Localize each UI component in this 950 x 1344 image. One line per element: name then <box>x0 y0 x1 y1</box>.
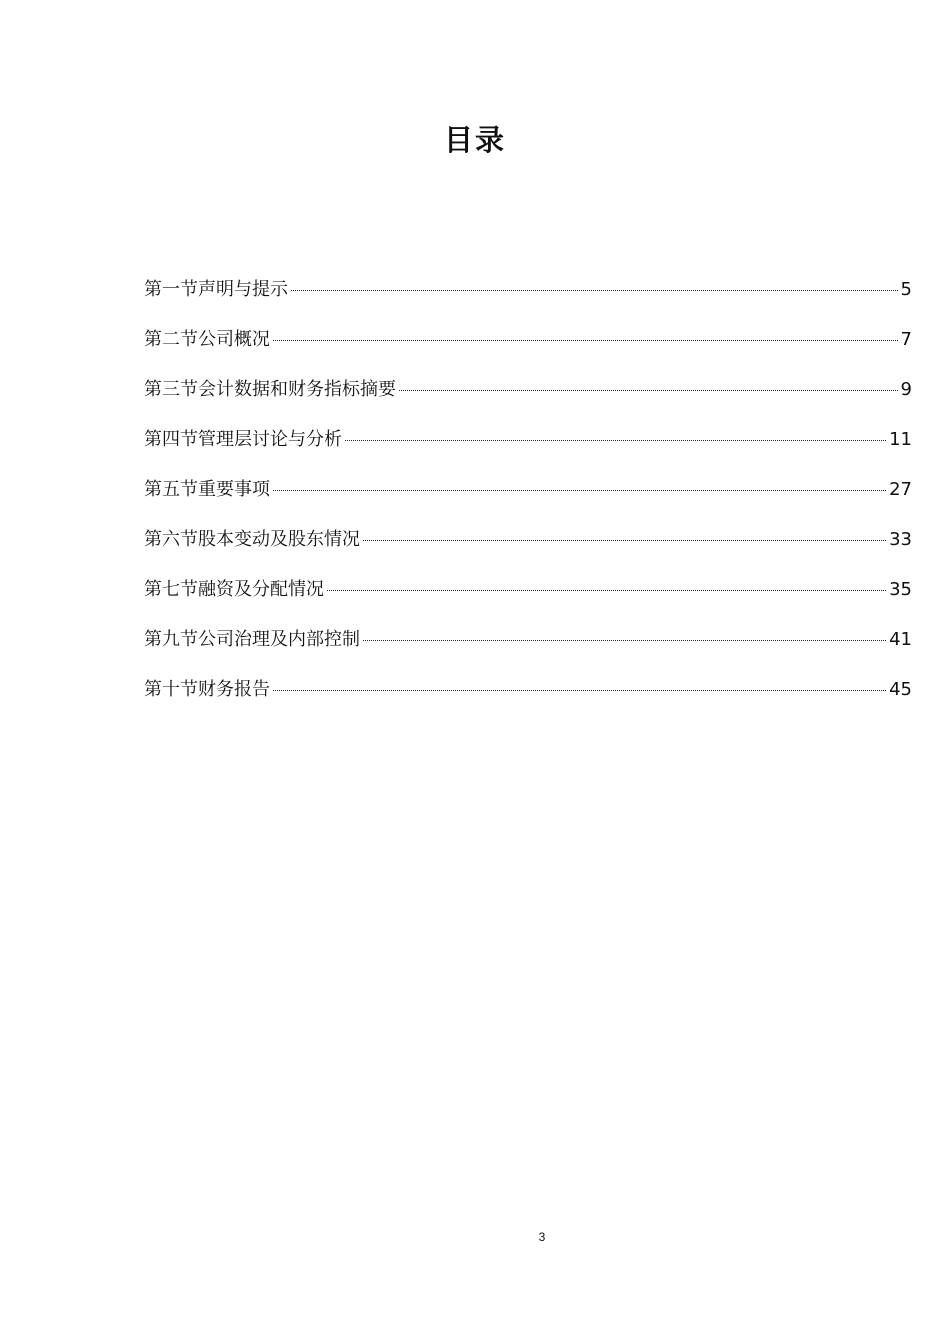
toc-dot-leader <box>291 290 898 291</box>
toc-title: 目录 <box>443 123 506 157</box>
toc-entry[interactable] <box>144 426 912 476</box>
toc-dot-leader <box>273 490 886 491</box>
toc-dot-leader <box>345 440 886 441</box>
toc-entry-page: 33 <box>889 529 912 550</box>
toc-entry-page: 7 <box>900 329 912 350</box>
page-number: 3 <box>538 1230 546 1244</box>
toc-entry-label: 第四节管理层讨论与分析 <box>144 429 342 450</box>
toc-entry-page: 41 <box>889 629 912 650</box>
toc-entry-page: 27 <box>889 479 912 500</box>
toc-dot-leader <box>273 340 898 341</box>
toc-entry-label: 第六节股本变动及股东情况 <box>144 529 360 550</box>
toc-entry-page: 5 <box>900 279 912 300</box>
toc-dot-leader <box>363 540 886 541</box>
toc-entry[interactable] <box>144 376 912 426</box>
toc-dot-leader <box>273 690 886 691</box>
toc-entry-label: 第十节财务报告 <box>144 679 270 700</box>
toc-dot-leader <box>399 390 898 391</box>
toc-entry[interactable] <box>144 626 912 676</box>
toc-entry[interactable] <box>144 576 912 626</box>
toc-entry-page: 11 <box>889 429 912 450</box>
toc-entry-label: 第一节声明与提示 <box>144 279 288 300</box>
toc-entry[interactable] <box>144 526 912 576</box>
toc-entry[interactable] <box>144 326 912 376</box>
toc-entry-label: 第二节公司概况 <box>144 329 270 350</box>
toc-dot-leader <box>363 640 886 641</box>
toc-entry-label: 第三节会计数据和财务指标摘要 <box>144 379 396 400</box>
toc-entry-page: 35 <box>889 579 912 600</box>
toc-entry-label: 第七节融资及分配情况 <box>144 579 324 600</box>
toc-entry[interactable] <box>144 276 912 326</box>
toc-dot-leader <box>327 590 886 591</box>
toc-entry[interactable] <box>144 476 912 526</box>
toc-entry[interactable] <box>144 676 912 726</box>
toc-entry-label: 第九节公司治理及内部控制 <box>144 629 360 650</box>
toc-entry-page: 9 <box>900 379 912 400</box>
toc-entry-label: 第五节重要事项 <box>144 479 270 500</box>
toc-entry-page: 45 <box>889 679 912 700</box>
table-of-contents <box>144 276 912 726</box>
